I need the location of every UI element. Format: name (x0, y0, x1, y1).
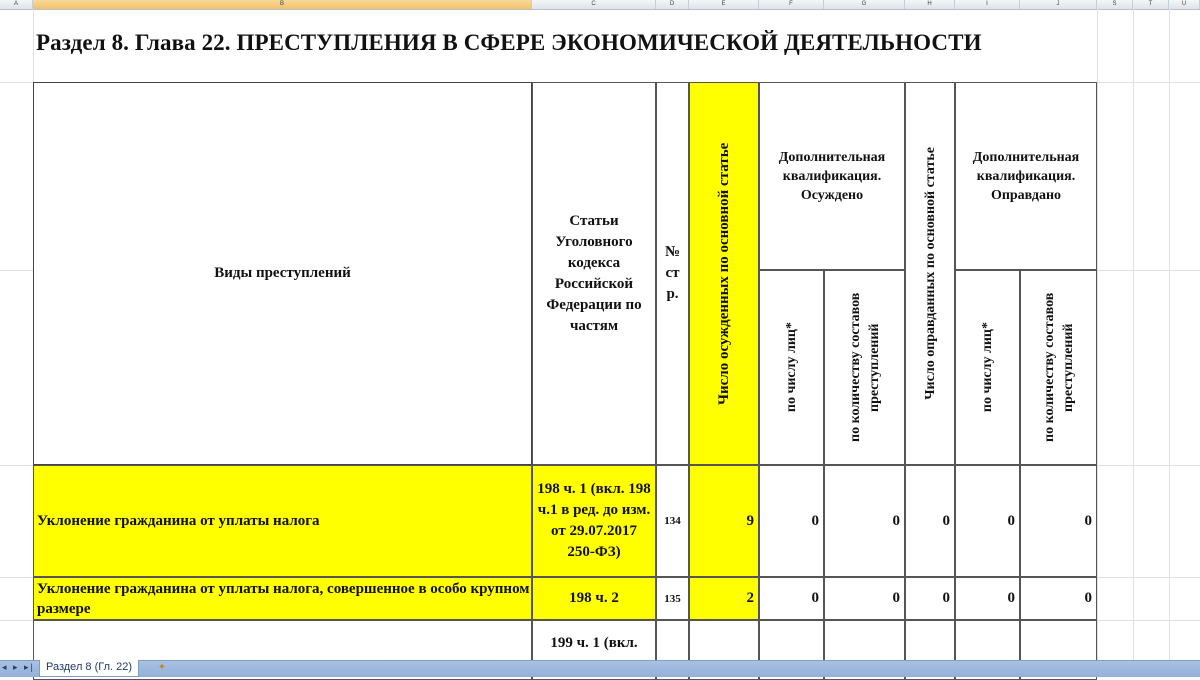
column-header-t[interactable]: T (1133, 0, 1169, 9)
header-convicted-main[interactable] (689, 82, 759, 465)
gridline (1133, 9, 1134, 660)
header-acquitted-main-text: Число оправданных по основной статье (922, 147, 938, 400)
row-135-number[interactable]: 135 (656, 577, 689, 620)
row-135-acq-offenses[interactable]: 0 (1020, 577, 1097, 620)
row-135-convicted[interactable]: 2 (689, 577, 759, 620)
gridline (1097, 9, 1098, 660)
row-135-conv-offenses[interactable]: 0 (824, 577, 905, 620)
header-add-qual-convicted[interactable]: Дополнительная квалификация. Осуждено (759, 82, 905, 270)
header-conv-by-persons[interactable] (759, 270, 824, 465)
row-135-crime[interactable]: Уклонение гражданина от уплаты налога, совершенное в особо крупном размере (33, 577, 532, 620)
row-134-article[interactable]: 198 ч. 1 (вкл. 198 ч.1 в ред. до изм. от 29.07.2017 250-ФЗ) (532, 465, 656, 577)
header-conv-by-persons-text: по числу лиц* (784, 322, 799, 413)
header-acq-by-persons[interactable] (955, 270, 1020, 465)
column-header-c[interactable]: C (532, 0, 656, 9)
header-acquitted-main[interactable] (905, 82, 955, 465)
header-acq-by-offenses[interactable] (1020, 270, 1097, 465)
header-acq-by-offenses-text: по количеству составов преступлений (1041, 292, 1076, 443)
column-header-u[interactable]: U (1169, 0, 1200, 9)
header-conv-by-offenses-text: по количеству составов преступлений (847, 292, 882, 443)
row-135-article[interactable]: 198 ч. 2 (532, 577, 656, 620)
header-conv-by-offenses[interactable] (824, 270, 905, 465)
header-add-qual-acquitted[interactable]: Дополнительная квалификация. Оправдано (955, 82, 1097, 270)
header-convicted-main-text: Число осужденных по основной статье (715, 142, 732, 405)
header-row-no[interactable]: № стр. (656, 82, 689, 465)
column-header-f[interactable]: F (759, 0, 824, 9)
sheet-tab-razdel-8[interactable]: Раздел 8 (Гл. 22) (39, 660, 139, 677)
column-header-g[interactable]: G (824, 0, 905, 9)
column-header-e[interactable]: E (689, 0, 759, 9)
column-header-i[interactable]: I (955, 0, 1020, 9)
header-acq-by-persons-text: по числу лиц* (980, 322, 995, 413)
gridline (1169, 9, 1170, 660)
row-134-number[interactable]: 134 (656, 465, 689, 577)
column-header-a[interactable]: A (0, 0, 33, 9)
column-header-h[interactable]: H (905, 0, 955, 9)
sheet-tab-bar (0, 660, 1200, 677)
row-134-acquitted[interactable]: 0 (905, 465, 955, 577)
row-134-convicted[interactable]: 9 (689, 465, 759, 577)
column-header-s[interactable]: S (1097, 0, 1133, 9)
row-134-acq-offenses[interactable]: 0 (1020, 465, 1097, 577)
row-135-acquitted[interactable]: 0 (905, 577, 955, 620)
column-header-d[interactable]: D (656, 0, 689, 9)
sheet-title[interactable]: Раздел 8. Глава 22. ПРЕСТУПЛЕНИЯ В СФЕРЕ ЭКОНОМИЧЕСКОЙ ДЕЯТЕЛЬНОСТИ (36, 30, 982, 55)
column-header-b[interactable]: B (33, 0, 532, 9)
column-header-j[interactable]: J (1020, 0, 1097, 9)
header-code-articles[interactable]: Статьи Уголовного кодекса Российской Федерации по частям (532, 82, 656, 465)
row-134-crime[interactable]: Уклонение гражданина от уплаты налога (33, 465, 532, 577)
insert-sheet-icon[interactable]: ✦ (157, 662, 167, 673)
row-3-article[interactable]: 199 ч. 1 (вкл. (532, 620, 656, 680)
row-134-conv-offenses[interactable]: 0 (824, 465, 905, 577)
row-135-conv-persons[interactable]: 0 (759, 577, 824, 620)
row-135-acq-persons[interactable]: 0 (955, 577, 1020, 620)
column-header-bar (0, 0, 1200, 10)
row-134-conv-persons[interactable]: 0 (759, 465, 824, 577)
row-134-acq-persons[interactable]: 0 (955, 465, 1020, 577)
header-crime-types[interactable]: Виды преступлений (33, 82, 532, 465)
tab-navigation-arrows[interactable]: ◂ ▸ ▸| (2, 662, 35, 672)
